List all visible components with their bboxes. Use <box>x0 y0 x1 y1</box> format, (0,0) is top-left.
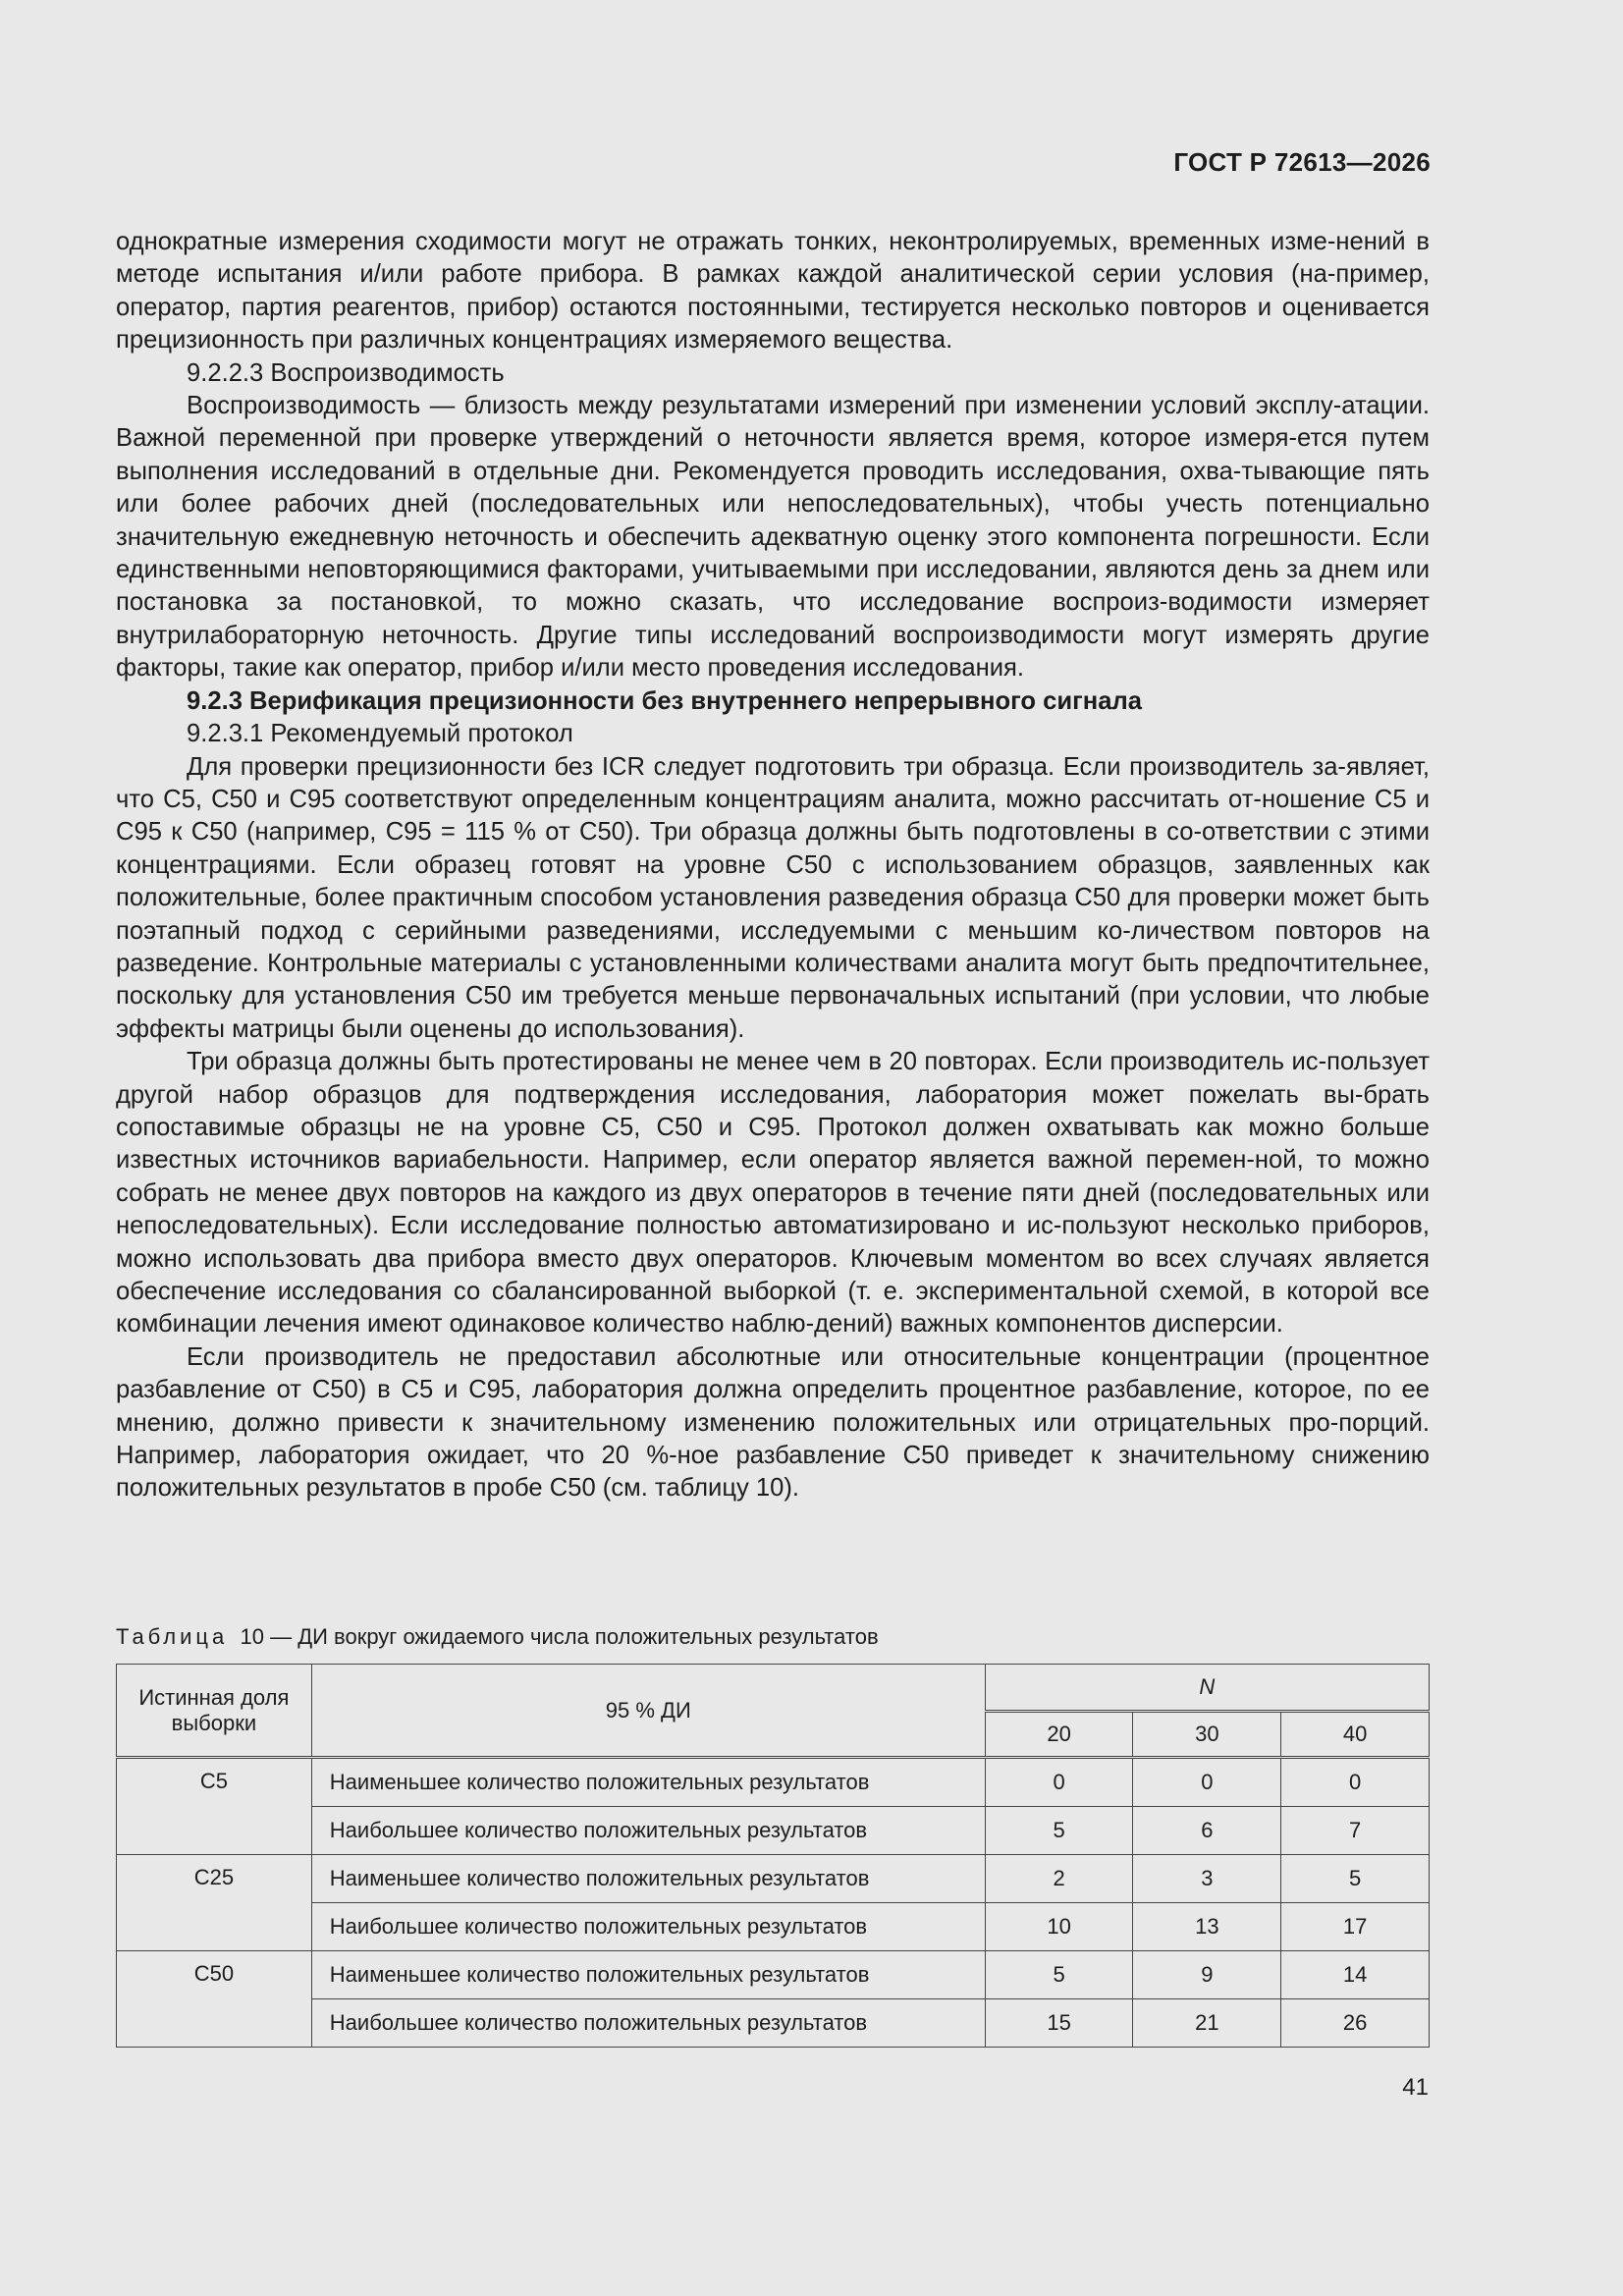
row-label: Наибольшее количество положительных результатов <box>311 1999 985 2048</box>
cell-value: 6 <box>1133 1807 1281 1855</box>
paragraph: Воспроизводимость — близость между результатами измерений при изменении условий эксплу-атации. Важной переменной при проверке утверждений о неточности является время, которое измеря-ется путем выполнения исследований в отдельные дни. Рекомендуется проводить исследования, охва-тывающие пять или более рабочих дней (последовательных или непоследовательных), чтобы учесть потенциально значительную ежедневную неточность и обеспечить адекватную оценку этого компонента погрешности. Если единственными неповторяющимися факторами, учитываемыми при исследовании, являются день за днем или постановка за постановкой, то можно сказать, что исследование воспроиз-водимости измеряет внутрилабораторную неточность. Другие типы исследований воспроизводимости могут измерять другие факторы, такие как оператор, прибор и/или место проведения исследования. <box>116 392 1430 683</box>
header-n: N <box>985 1665 1429 1712</box>
paragraph: Для проверки прецизионности без ICR следует подготовить три образца. Если производитель за-являет, что С5, С50 и С95 соответствуют определенным концентрациям аналита, можно рассчитать от-ношение С5 и С95 к С50 (например, С95 = 115 % от С50). Три образца должны быть подготовлены в со-ответствии с этими концентрациями. Если образец готовят на уровне С50 с использованием образцов, заявленных как положительные, более практичным способом установления разведения образца С50 для проверки может быть поэтапный подход с серийными разведениями, исследуемыми с меньшим ко-личеством повторов на разведение. Контрольные материалы с установленными количествами аналита могут быть предпочтительнее, поскольку для установления С50 им требуется меньше первоначальных испытаний (при условии, что любые эффекты матрицы были оценены до использования). <box>116 752 1430 1043</box>
subsection-heading: 9.2.3.1 Рекомендуемый протокол <box>187 720 573 748</box>
row-label: Наименьшее количество положительных результатов <box>311 1951 985 1999</box>
table-row <box>117 1903 1430 1951</box>
group-label: С5 <box>117 1758 312 1855</box>
cell-value: 5 <box>1281 1855 1430 1903</box>
header-n-value: 40 <box>1281 1712 1430 1758</box>
header-ci: 95 % ДИ <box>311 1665 985 1758</box>
table-caption-word: Таблица <box>116 1624 229 1649</box>
body-text <box>116 226 1430 1505</box>
row-label: Наибольшее количество положительных результатов <box>311 1903 985 1951</box>
cell-value: 5 <box>985 1951 1133 1999</box>
row-label: Наименьшее количество положительных результатов <box>311 1758 985 1807</box>
cell-value: 14 <box>1281 1951 1430 1999</box>
cell-value: 13 <box>1133 1903 1281 1951</box>
cell-value: 3 <box>1133 1855 1281 1903</box>
row-label: Наименьшее количество положительных результатов <box>311 1855 985 1903</box>
paragraph: однократные измерения сходимости могут не отражать тонких, неконтролируемых, временных изме-нений в методе испытания и/или работе прибора. В рамках каждой аналитической серии условия (на-пример, оператор, партия реагентов, прибор) остаются постоянными, тестируется несколько повторов и оценивается прецизионность при различных концентрациях измеряемого вещества. <box>116 228 1430 355</box>
table-caption <box>116 1624 879 1650</box>
row-label: Наибольшее количество положительных результатов <box>311 1807 985 1855</box>
header-true-fraction: Истинная доля выборки <box>117 1665 312 1758</box>
cell-value: 5 <box>985 1807 1133 1855</box>
cell-value: 9 <box>1133 1951 1281 1999</box>
cell-value: 17 <box>1281 1903 1430 1951</box>
paragraph: Три образца должны быть протестированы не менее чем в 20 повторах. Если производитель ис-пользует другой набор образцов для подтверждения исследования, лаборатория может пожелать вы-брать сопоставимые образцы не на уровне С5, С50 и С95. Протокол должен охватывать как можно больше известных источников вариабельности. Например, если оператор является важной перемен-ной, то можно собрать не менее двух повторов на каждого из двух операторов в течение пяти дней (последовательных или непоследовательных). Если исследование полностью автоматизировано и ис-пользуют несколько приборов, можно использовать два прибора вместо двух операторов. Ключевым моментом во всех случаях является обеспечение исследования со сбалансированной выборкой (т. е. экспериментальной схемой, в которой все комбинации лечения имеют одинаковое количество наблю-дений) важных компонентов дисперсии. <box>116 1048 1430 1339</box>
data-table <box>116 1664 1430 2048</box>
cell-value: 0 <box>985 1758 1133 1807</box>
cell-value: 10 <box>985 1903 1133 1951</box>
section-heading: 9.2.3 Верификация прецизионности без внутреннего непрерывного сигнала <box>187 686 1142 715</box>
cell-value: 26 <box>1281 1999 1430 2048</box>
document-code: ГОСТ Р 72613—2026 <box>1173 147 1431 177</box>
table-caption-text: 10 — ДИ вокруг ожидаемого числа положительных результатов <box>240 1624 879 1649</box>
table-row <box>117 1951 1430 1999</box>
paragraph: Если производитель не предоставил абсолютные или относительные концентрации (процентное разбавление от С50) в С5 и С95, лаборатория должна определить процентное разбавление, которое, по ее мнению, должно привести к значительному изменению положительных или отрицательных про-порций. Например, лаборатория ожидает, что 20 %-ное разбавление С50 приведет к значительному снижению положительных результатов в пробе С50 (см. таблицу 10). <box>116 1342 1430 1503</box>
subsection-heading: 9.2.2.3 Воспроизводимость <box>187 358 505 387</box>
table-row <box>117 1855 1430 1903</box>
header-n-value: 20 <box>985 1712 1133 1758</box>
cell-value: 0 <box>1281 1758 1430 1807</box>
cell-value: 7 <box>1281 1807 1430 1855</box>
table-row <box>117 1999 1430 2048</box>
page-number: 41 <box>1402 2074 1429 2101</box>
cell-value: 21 <box>1133 1999 1281 2048</box>
header-n-value: 30 <box>1133 1712 1281 1758</box>
group-label: С50 <box>117 1951 312 2048</box>
group-label: С25 <box>117 1855 312 1951</box>
cell-value: 0 <box>1133 1758 1281 1807</box>
table-row <box>117 1758 1430 1807</box>
cell-value: 15 <box>985 1999 1133 2048</box>
table-row <box>117 1807 1430 1855</box>
cell-value: 2 <box>985 1855 1133 1903</box>
